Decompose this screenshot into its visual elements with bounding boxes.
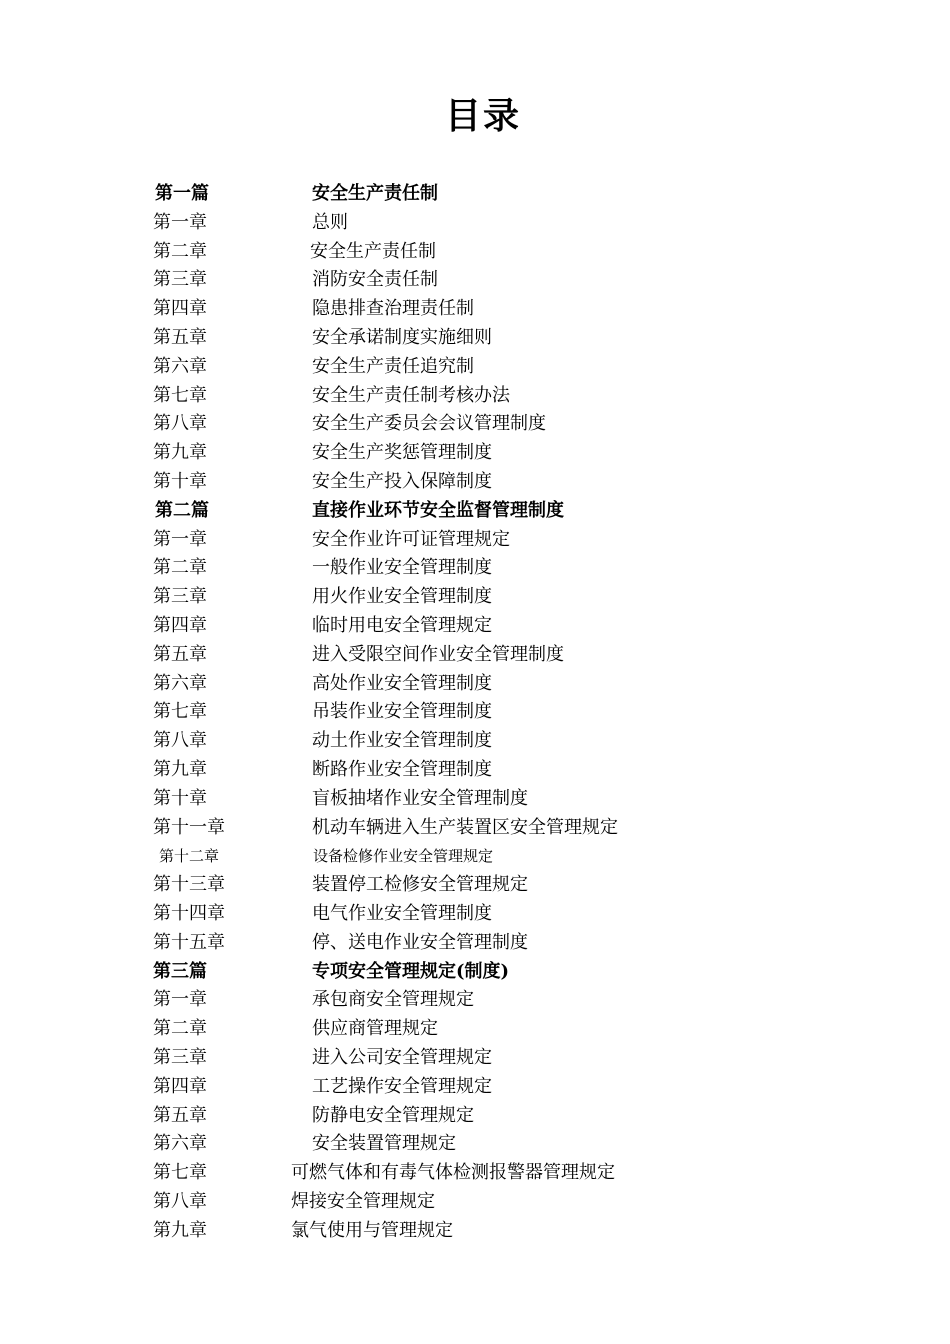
toc-entry-number: 第五章 (153, 1104, 207, 1126)
toc-entry-title: 停、送电作业安全管理制度 (312, 931, 528, 953)
table-of-contents (0, 180, 950, 1245)
toc-entry-title: 安全生产责任制 (310, 240, 436, 262)
toc-entry-number: 第六章 (153, 1133, 207, 1155)
toc-entry-number: 第七章 (153, 1162, 207, 1184)
toc-chapter-row (0, 1130, 950, 1159)
toc-entry-number: 第八章 (153, 730, 207, 752)
toc-entry-number: 第一篇 (155, 183, 209, 204)
toc-entry-number: 第五章 (153, 326, 207, 348)
toc-chapter-row (0, 1044, 950, 1073)
toc-entry-title: 总则 (312, 211, 348, 233)
toc-entry-title: 安全生产奖惩管理制度 (312, 442, 492, 464)
toc-entry-number: 第九章 (153, 758, 207, 780)
toc-entry-number: 第三章 (153, 269, 207, 291)
toc-chapter-row (0, 295, 950, 324)
toc-chapter-row (0, 353, 950, 382)
toc-chapter-row (0, 670, 950, 699)
toc-part-row (0, 497, 950, 526)
toc-entry-title: 吊装作业安全管理制度 (312, 701, 492, 723)
toc-entry-title: 隐患排查治理责任制 (312, 298, 474, 320)
toc-entry-number: 第七章 (153, 701, 207, 723)
toc-entry-number: 第九章 (153, 442, 207, 464)
toc-entry-title: 安全承诺制度实施细则 (312, 326, 492, 348)
toc-entry-number: 第十五章 (153, 931, 225, 953)
toc-chapter-row (0, 698, 950, 727)
toc-entry-title: 设备检修作业安全管理规定 (313, 847, 494, 866)
toc-entry-number: 第九章 (153, 1219, 207, 1241)
toc-entry-title: 安全生产责任制考核办法 (312, 384, 510, 406)
toc-chapter-row (0, 727, 950, 756)
toc-chapter-row (0, 756, 950, 785)
toc-chapter-row (0, 929, 950, 958)
toc-entry-title: 安全装置管理规定 (312, 1133, 456, 1155)
toc-entry-number: 第一章 (153, 211, 207, 233)
toc-entry-title: 氯气使用与管理规定 (291, 1219, 453, 1241)
toc-entry-number: 第三篇 (153, 960, 207, 982)
toc-chapter-row (0, 814, 950, 843)
toc-entry-number: 第一章 (153, 528, 207, 550)
toc-entry-title: 进入受限空间作业安全管理制度 (312, 643, 564, 665)
toc-entry-number: 第五章 (153, 643, 207, 665)
toc-chapter-row (0, 641, 950, 670)
toc-entry-title: 工艺操作安全管理规定 (312, 1075, 492, 1097)
toc-entry-title: 防静电安全管理规定 (312, 1104, 474, 1126)
toc-chapter-row (0, 842, 950, 871)
toc-entry-number: 第十章 (153, 470, 207, 492)
toc-entry-number: 第四章 (153, 298, 207, 320)
toc-part-row (0, 180, 950, 209)
toc-entry-number: 第三章 (153, 1046, 207, 1068)
toc-entry-number: 第八章 (153, 413, 207, 435)
toc-entry-number: 第六章 (153, 672, 207, 694)
toc-entry-title: 焊接安全管理规定 (291, 1190, 435, 1212)
toc-chapter-row (0, 1015, 950, 1044)
toc-entry-title: 电气作业安全管理制度 (312, 902, 492, 924)
toc-entry-title: 可燃气体和有毒气体检测报警器管理规定 (291, 1162, 615, 1184)
toc-entry-number: 第二章 (153, 1018, 207, 1040)
toc-chapter-row (0, 238, 950, 267)
toc-entry-number: 第七章 (153, 384, 207, 406)
toc-entry-title: 临时用电安全管理规定 (312, 614, 492, 636)
toc-entry-title: 装置停工检修安全管理规定 (312, 874, 528, 896)
toc-chapter-row (0, 410, 950, 439)
toc-entry-number: 第一章 (153, 989, 207, 1011)
toc-entry-title: 安全生产责任制 (312, 183, 438, 204)
toc-chapter-row (0, 324, 950, 353)
toc-chapter-row (0, 1102, 950, 1131)
toc-entry-number: 第十三章 (153, 874, 225, 896)
toc-chapter-row (0, 439, 950, 468)
toc-entry-title: 动土作业安全管理制度 (312, 730, 492, 752)
toc-chapter-row (0, 1073, 950, 1102)
toc-chapter-row (0, 1188, 950, 1217)
toc-entry-number: 第八章 (153, 1190, 207, 1212)
toc-entry-title: 用火作业安全管理制度 (312, 586, 492, 608)
toc-chapter-row (0, 1217, 950, 1246)
toc-entry-number: 第十二章 (159, 847, 220, 866)
toc-entry-number: 第十四章 (153, 902, 225, 924)
toc-entry-title: 机动车辆进入生产装置区安全管理规定 (312, 816, 618, 838)
toc-chapter-row (0, 209, 950, 238)
toc-entry-number: 第四章 (153, 614, 207, 636)
toc-entry-title: 高处作业安全管理制度 (312, 672, 492, 694)
toc-entry-title: 安全生产委员会会议管理制度 (312, 413, 546, 435)
toc-chapter-row (0, 900, 950, 929)
toc-entry-number: 第二篇 (155, 499, 209, 521)
toc-entry-title: 消防安全责任制 (312, 269, 438, 291)
toc-entry-title: 专项安全管理规定(制度) (312, 960, 510, 982)
toc-chapter-row (0, 382, 950, 411)
toc-chapter-row (0, 785, 950, 814)
toc-entry-title: 安全生产责任追究制 (312, 355, 474, 377)
toc-entry-title: 一般作业安全管理制度 (312, 557, 492, 579)
toc-entry-title: 安全生产投入保障制度 (312, 470, 492, 492)
toc-chapter-row (0, 266, 950, 295)
toc-entry-number: 第三章 (153, 586, 207, 608)
toc-chapter-row (0, 1159, 950, 1188)
toc-part-row (0, 958, 950, 987)
toc-entry-number: 第二章 (153, 240, 207, 262)
page-title: 目录 (444, 95, 521, 137)
toc-entry-title: 供应商管理规定 (312, 1018, 438, 1040)
toc-chapter-row (0, 526, 950, 555)
toc-chapter-row (0, 468, 950, 497)
toc-entry-title: 安全作业许可证管理规定 (312, 528, 510, 550)
toc-chapter-row (0, 612, 950, 641)
toc-chapter-row (0, 583, 950, 612)
toc-entry-title: 承包商安全管理规定 (312, 989, 474, 1011)
toc-entry-number: 第二章 (153, 557, 207, 579)
toc-entry-title: 盲板抽堵作业安全管理制度 (312, 787, 528, 809)
toc-entry-number: 第四章 (153, 1075, 207, 1097)
toc-entry-number: 第十一章 (153, 816, 225, 838)
toc-entry-number: 第六章 (153, 355, 207, 377)
toc-chapter-row (0, 554, 950, 583)
toc-entry-number: 第十章 (153, 787, 207, 809)
toc-entry-title: 进入公司安全管理规定 (312, 1046, 492, 1068)
toc-chapter-row (0, 871, 950, 900)
toc-entry-title: 断路作业安全管理制度 (312, 758, 492, 780)
toc-entry-title: 直接作业环节安全监督管理制度 (312, 499, 564, 521)
toc-chapter-row (0, 986, 950, 1015)
